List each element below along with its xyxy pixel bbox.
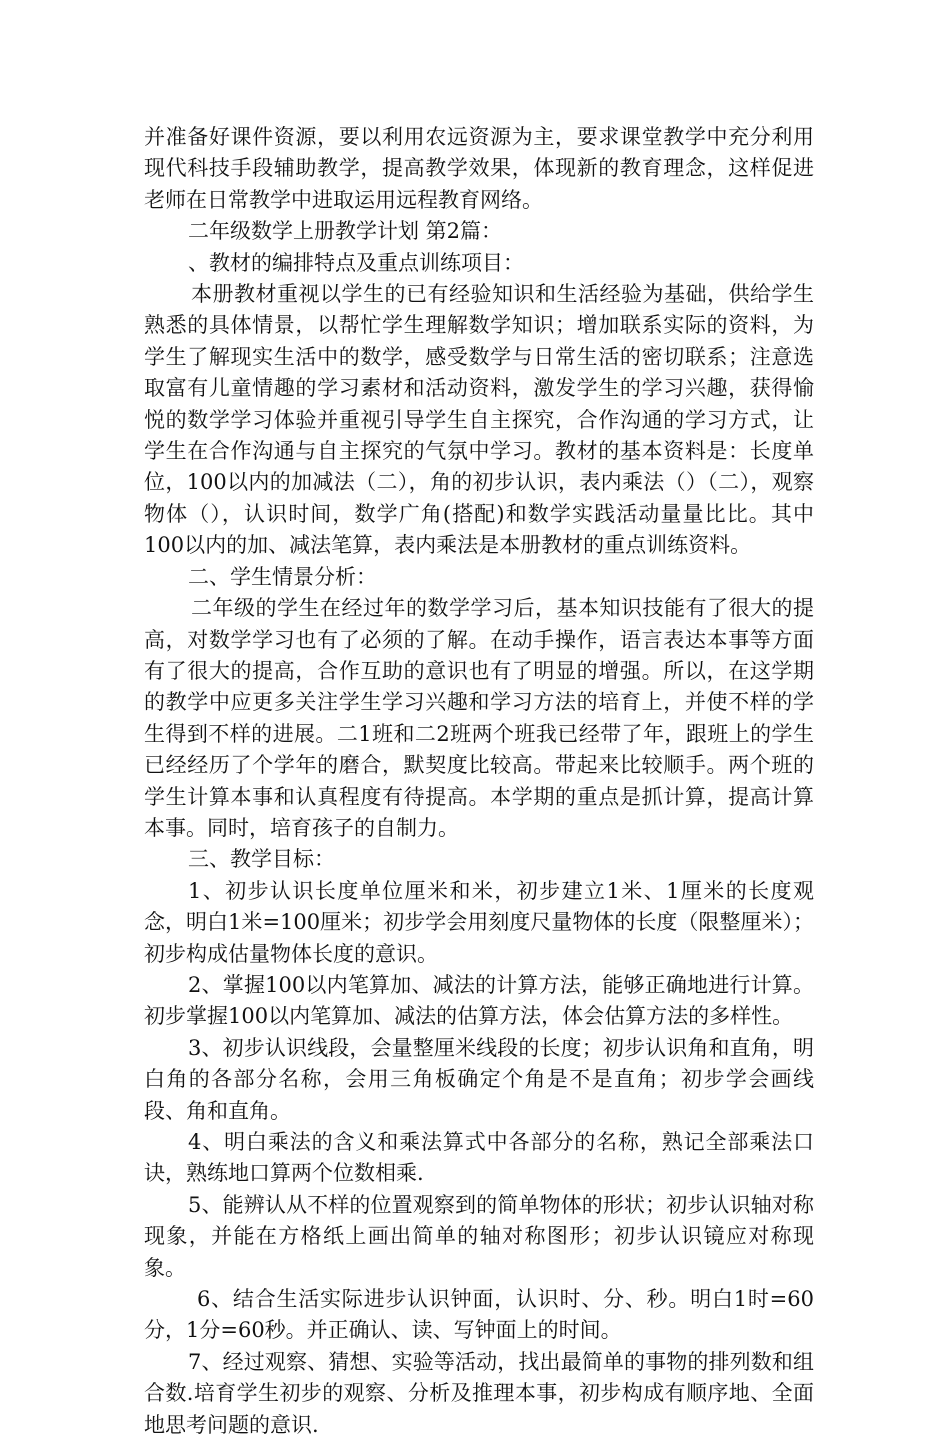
goal-item-4: 4、明白乘法的含义和乘法算式中各部分的名称，熟记全部乘法口诀，熟练地口算两个位数相乘.: [144, 1130, 814, 1186]
goal-item-1: 1、初步认识长度单位厘米和米，初步建立1米、1厘米的长度观念，明白1米=100厘米；初步学会用刻度尺量物体的长度（限整厘米）；初步构成估量物体长度的意识。: [144, 878, 814, 966]
heading-teaching-goals: 三、教学目标：: [188, 847, 335, 872]
paragraph-textbook-features: 本册教材重视以学生的已有经验知识和生活经验为基础，供给学生熟悉的具体情景，以帮忙学生理解数学知识；增加联系实际的资料，为学生了解现实生活中的数学，感受数学与日常生活的密切联系；注意选取富有儿童情趣的学习素材和活动资料，激发学生的学习兴趣，获得愉悦的数学学习体验并重视引导学生自主探究，合作沟通的学习方式，让学生在合作沟通与自主探究的气氛中学习。教材的基本资料是：长度单位，100以内的加减法（二），角的初步认识，表内乘法（）（二），观察物体（），认识时间，数学广角(搭配)和数学实践活动量量比比。其中100以内的加、减法笔算，表内乘法是本册教材的重点训练资料。: [144, 282, 814, 558]
heading-student-analysis: 二、学生情景分析：: [188, 564, 377, 589]
section-title-part-2: 二年级数学上册教学计划 第2篇：: [188, 219, 503, 244]
goal-item-7: 7、经过观察、猜想、实验等活动，找出最简单的事物的排列数和组合数.培育学生初步的观察、分析及推理本事，初步构成有顺序地、全面地思考问题的意识.: [144, 1349, 814, 1437]
goal-item-3: 3、初步认识线段，会量整厘米线段的长度；初步认识角和直角，明白角的各部分名称，会用三角板确定个角是不是直角；初步学会画线段、角和直角。: [144, 1035, 814, 1123]
goal-item-6: 6、结合生活实际进步认识钟面，认识时、分、秒。明白1时=60分，1分=60秒。并正确认、读、写钟面上的时间。: [144, 1287, 814, 1343]
paragraph-student-analysis: 二年级的学生在经过年的数学学习后，基本知识技能有了很大的提高，对数学学习也有了必须的了解。在动手操作，语言表达本事等方面有了很大的提高，合作互助的意识也有了明显的增强。所以，在这学期的教学中应更多关注学生学习兴趣和学习方法的培育上，并使不样的学生得到不样的进展。二1班和二2班两个班我已经带了年，跟班上的学生已经经历了个学年的磨合，默契度比较高。带起来比较顺手。两个班的学生计算本事和认真程度有待提高。本学期的重点是抓计算，提高计算本事。同时，培育孩子的自制力。: [144, 596, 814, 840]
goal-item-5: 5、能辨认从不样的位置观察到的简单物体的形状；初步认识轴对称现象，并能在方格纸上画出简单的轴对称图形；初步认识镜应对称现象。: [144, 1192, 814, 1280]
heading-textbook-features: 、教材的编排特点及重点训练项目：: [188, 250, 524, 275]
goal-item-2: 2、掌握100以内笔算加、减法的计算方法，能够正确地进行计算。初步掌握100以内笔算加、减法的估算方法，体会估算方法的多样性。: [144, 972, 814, 1029]
document-body: [144, 122, 814, 1441]
paragraph-intro-continuation: 并准备好课件资源，要以利用农远资源为主，要求课堂教学中充分利用现代科技手段辅助教学，提高教学效果，体现新的教育理念，这样促进老师在日常教学中进取运用远程教育网络。: [144, 125, 814, 212]
